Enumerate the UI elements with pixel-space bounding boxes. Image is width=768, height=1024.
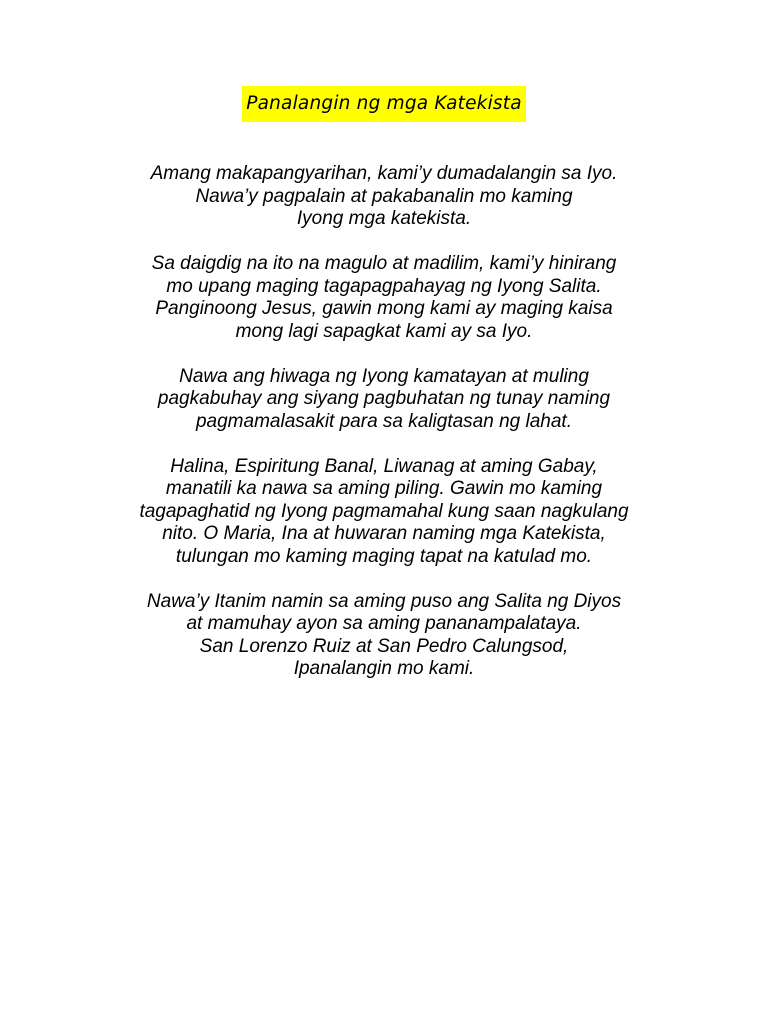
title-container	[0, 86, 768, 122]
stanza-1	[0, 163, 768, 231]
stanza-line: tulungan mo kaming maging tapat na katulad mo.	[175, 545, 593, 567]
stanza-line: pagkabuhay ang siyang pagbuhatan ng tunay naming	[157, 388, 611, 409]
stanza-line: Nawa ang hiwaga ng Iyong kamatayan at muling	[179, 365, 589, 387]
stanza-line: mo upang maging tagapagpahayag ng Iyong Salita.	[166, 275, 602, 297]
stanza-line: mong lagi sapagkat kami ay sa Iyo.	[235, 320, 533, 342]
stanza-line: Panginoong Jesus, gawin mong kami ay maging kaisa	[155, 298, 613, 319]
stanza-line: at mamuhay ayon sa aming pananampalataya.	[186, 613, 582, 634]
stanza-5	[0, 591, 768, 681]
prayer-body	[0, 163, 768, 703]
stanza-4	[0, 456, 768, 569]
stanza-line: Halina, Espiritung Banal, Liwanag at aming Gabay,	[170, 455, 598, 477]
stanza-2	[0, 253, 768, 343]
stanza-line: San Lorenzo Ruiz at San Pedro Calungsod,	[199, 635, 569, 657]
stanza-line: Iyong mga katekista.	[296, 208, 472, 229]
stanza-line: Nawa’y pagpalain at pakabanalin mo kaming	[195, 185, 573, 207]
stanza-line: Ipanalangin mo kami.	[293, 658, 475, 679]
stanza-line: Nawa’y Itanim namin sa aming puso ang Salita ng Diyos	[146, 590, 622, 612]
stanza-line: manatili ka nawa sa aming piling. Gawin mo kaming	[165, 478, 603, 499]
stanza-line: tagapaghatid ng Iyong pagmamahal kung saan nagkulang	[139, 500, 629, 522]
document-title: Panalangin ng mga Katekista	[242, 86, 526, 122]
stanza-line: pagmamalasakit para sa kaligtasan ng lahat.	[195, 410, 572, 432]
stanza-3	[0, 366, 768, 434]
stanza-line: nito. O Maria, Ina at huwaran naming mga Katekista,	[162, 523, 606, 544]
stanza-line: Sa daigdig na ito na magulo at madilim, kami’y hinirang	[151, 253, 617, 274]
stanza-line: Amang makapangyarihan, kami’y dumadalangin sa Iyo.	[150, 163, 618, 184]
